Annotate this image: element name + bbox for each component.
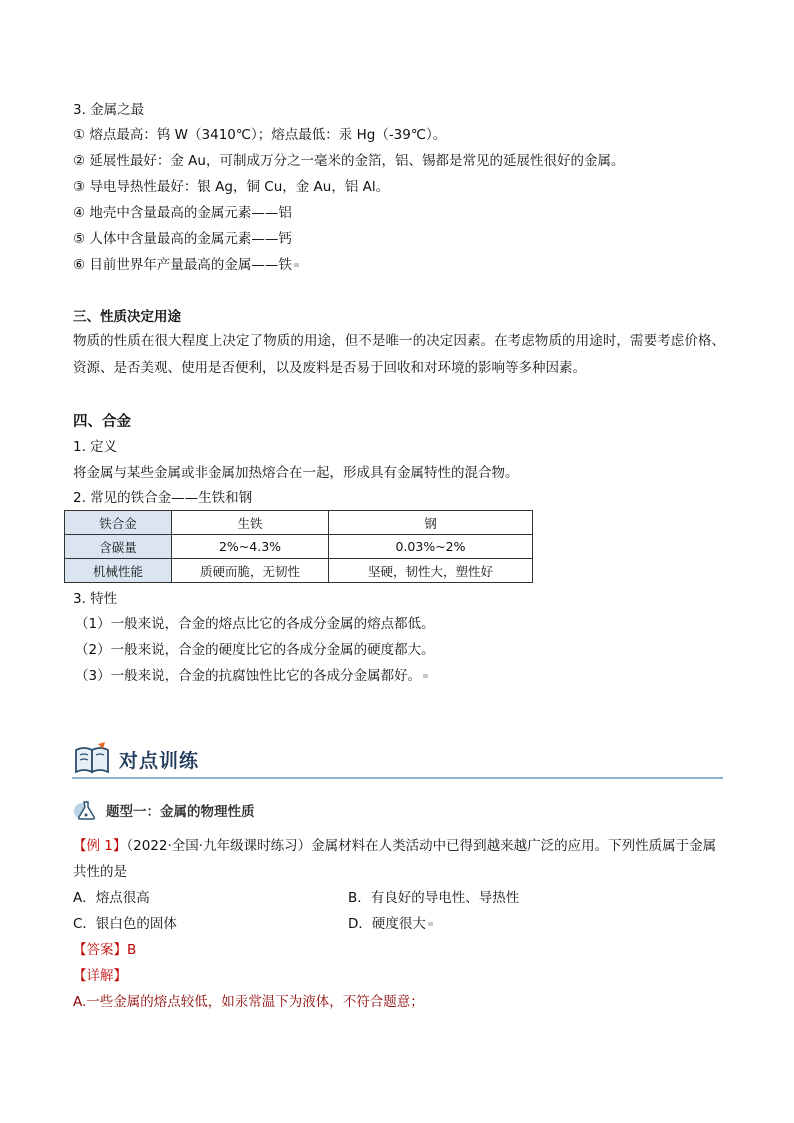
paragraph-mark-icon <box>294 263 299 267</box>
table-cell: 质硬而脆，无韧性 <box>172 559 329 583</box>
superlative-item-6-row <box>73 255 299 275</box>
property-item-1: （1）一般来说，合金的熔点比它的各成分金属的熔点都低。 <box>75 616 435 632</box>
detail-text: A.一些金属的熔点较低，如汞常温下为液体，不符合题意； <box>73 994 424 1010</box>
table-cell: 坚硬，韧性大，塑性好 <box>329 559 533 583</box>
table-row <box>65 559 533 583</box>
answer-line <box>73 940 136 960</box>
section-divider <box>72 777 723 779</box>
table-row-label: 机械性能 <box>65 559 172 583</box>
table-header-cell: 铁合金 <box>65 511 172 535</box>
property-item-2: （2）一般来说，合金的硬度比它的各成分金属的硬度都大。 <box>75 642 435 658</box>
training-section-title: 对点训练 <box>119 750 200 772</box>
section3-paragraph: 物质的性质在很大程度上决定了物质的用途，但不是唯一的决定因素。在考虑物质的用途时，需要考虑价格、资源、是否美观、使用是否便利，以及废料是否易于回收和对环境的影响等多种因素。 <box>73 333 725 376</box>
table-header-cell: 钢 <box>329 511 533 535</box>
option-c: C．银白色的固体 <box>73 916 177 932</box>
example-line-1 <box>73 836 716 856</box>
superlative-item-1: ① 熔点最高：钨 W（3410℃）；熔点最低：汞 Hg（-39℃）。 <box>73 127 447 143</box>
superlative-item-5: ⑤ 人体中含量最高的金属元素——钙 <box>73 231 292 247</box>
property-item-3: （3）一般来说，合金的抗腐蚀性比它的各成分金属都好。 <box>75 668 422 684</box>
open-book-icon <box>72 740 112 776</box>
example-line-2: 共性的是 <box>73 864 127 880</box>
iron-alloy-table <box>64 510 533 583</box>
detail-label: 【详解】 <box>73 968 127 984</box>
option-b: B．有良好的导电性、导热性 <box>348 890 520 906</box>
option-a: A．熔点很高 <box>73 890 150 906</box>
definition-text: 将金属与某些金属或非金属加热熔合在一起，形成具有金属特性的混合物。 <box>73 465 519 481</box>
superlatives-heading: 3. 金属之最 <box>73 102 145 118</box>
superlative-item-4: ④ 地壳中含量最高的金属元素——铝 <box>73 205 292 221</box>
section4-heading: 四、合金 <box>73 414 131 430</box>
paragraph-mark-icon <box>428 922 433 926</box>
table-header-row <box>65 511 533 535</box>
section3-heading: 三、性质决定用途 <box>73 309 181 325</box>
superlative-item-6: ⑥ 目前世界年产量最高的金属——铁 <box>73 257 292 273</box>
definition-heading: 1. 定义 <box>73 439 118 455</box>
option-d-row <box>348 914 433 934</box>
flask-icon <box>72 799 100 821</box>
paragraph-mark-icon <box>423 674 428 678</box>
iron-alloys-heading: 2. 常见的铁合金——生铁和钢 <box>73 490 253 506</box>
superlative-item-3: ③ 导电导热性最好：银 Ag，铜 Cu，金 Au，铝 Al。 <box>73 179 390 195</box>
properties-heading: 3. 特性 <box>73 591 118 607</box>
table-cell: 0.03%~2% <box>329 535 533 559</box>
table-row <box>65 535 533 559</box>
answer-value: B <box>127 942 137 958</box>
example-tag: 【例 1】 <box>73 838 127 854</box>
table-header-cell: 生铁 <box>172 511 329 535</box>
superlative-item-2: ② 延展性最好：金 Au，可制成万分之一毫米的金箔，铝、锡都是常见的延展性很好的金属。 <box>73 153 625 169</box>
property-item-3-row <box>75 666 428 686</box>
topic-title: 题型一：金属的物理性质 <box>106 804 255 820</box>
table-row-label: 含碳量 <box>65 535 172 559</box>
table-cell: 2%~4.3% <box>172 535 329 559</box>
option-d: D．硬度很大 <box>348 916 426 932</box>
answer-label: 【答案】 <box>73 942 127 958</box>
example-source: （2022·全国·九年级课时练习） <box>126 838 312 854</box>
example-question: 金属材料在人类活动中已得到越来越广泛的应用。下列性质属于金属 <box>311 838 717 854</box>
